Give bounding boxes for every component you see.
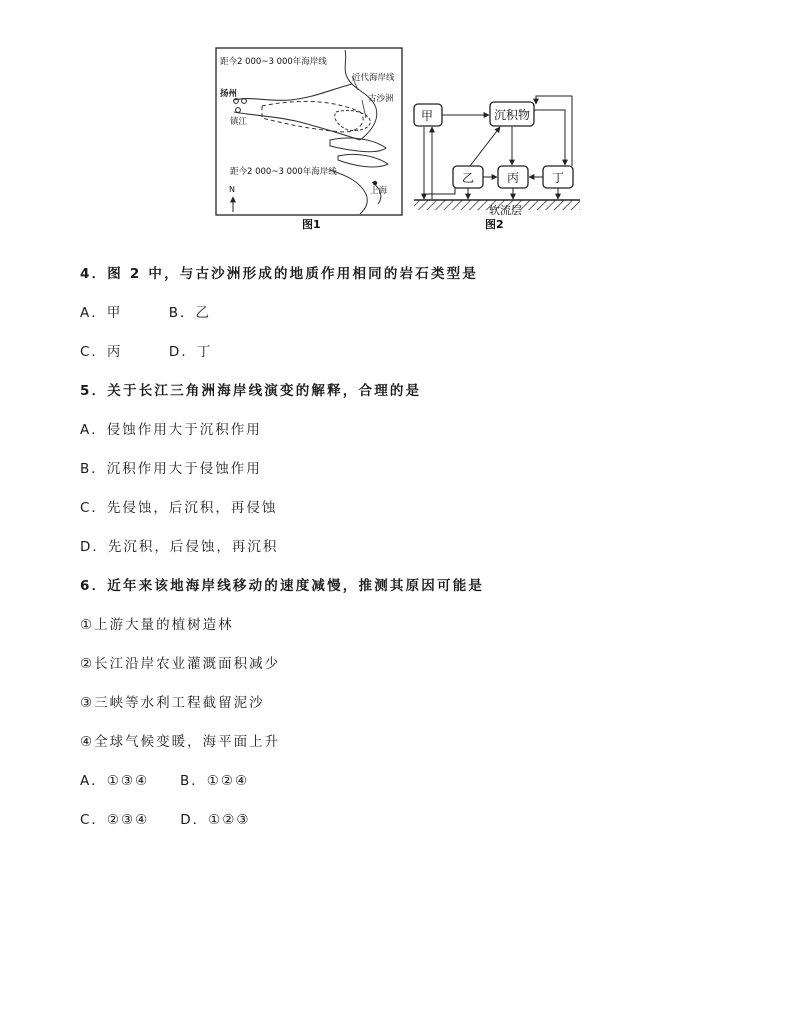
question-5-option-c: C．先侵蚀，后沉积，再侵蚀 [80,500,278,516]
question-4-options-row-2: C．丙 D．丁 [80,344,213,360]
question-5-option-a: A．侵蚀作用大于沉积作用 [80,422,262,438]
box-jia-label: 甲 [421,109,434,123]
ground-label: 软流层 [489,204,522,217]
fig1-label-zhenjiang: 镇江 [230,117,248,127]
fig1-label-south-coast: 距今2 000~3 000年海岸线 [230,167,337,177]
fig1-caption: 图1 [302,218,321,231]
question-5-stem: 5．关于长江三角洲海岸线演变的解释，合理的是 [80,383,422,399]
question-6-statement-3: ③三峡等水利工程截留泥沙 [80,695,265,711]
box-yi-label: 乙 [462,171,475,185]
fig2-caption: 图2 [485,218,504,231]
fig1-label-yangzhou: 扬州 [220,89,238,99]
figure-2-diagram [414,96,580,231]
fig1-label-modern-coast: 近代海岸线 [352,73,395,83]
figure-area [0,0,794,240]
question-6-stem: 6．近年来该地海岸线移动的速度减慢，推测其原因可能是 [80,578,485,594]
question-4-stem: 4．图 2 中，与古沙洲形成的地质作用相同的岩石类型是 [80,266,479,282]
north-icon: N [229,185,235,194]
fig1-label-north-coast: 距今2 000~3 000年海岸线 [220,57,327,67]
fig1-label-shanghai: 上海 [370,186,388,196]
question-6-statement-4: ④全球气候变暖，海平面上升 [80,734,281,750]
question-6-options-row-1: A．①③④ B．①②④ [80,773,250,789]
question-6-statement-1: ①上游大量的植树造林 [80,617,234,633]
box-bing-label: 丙 [507,171,520,185]
fig1-label-gushazhou: 古沙洲 [368,94,394,104]
question-6-options-row-2: C．②③④ D．①②③ [80,812,251,828]
question-6-statement-2: ②长江沿岸农业灌溉面积减少 [80,656,281,672]
figure-1-map [216,48,402,231]
box-chenjiwu-label: 沉积物 [494,108,531,122]
box-ding-label: 丁 [552,171,565,185]
question-5-option-b: B．沉积作用大于侵蚀作用 [80,461,262,477]
question-5-option-d: D．先沉积，后侵蚀，再沉积 [80,539,279,555]
question-4-options-row-1: A．甲 B．乙 [80,305,211,321]
